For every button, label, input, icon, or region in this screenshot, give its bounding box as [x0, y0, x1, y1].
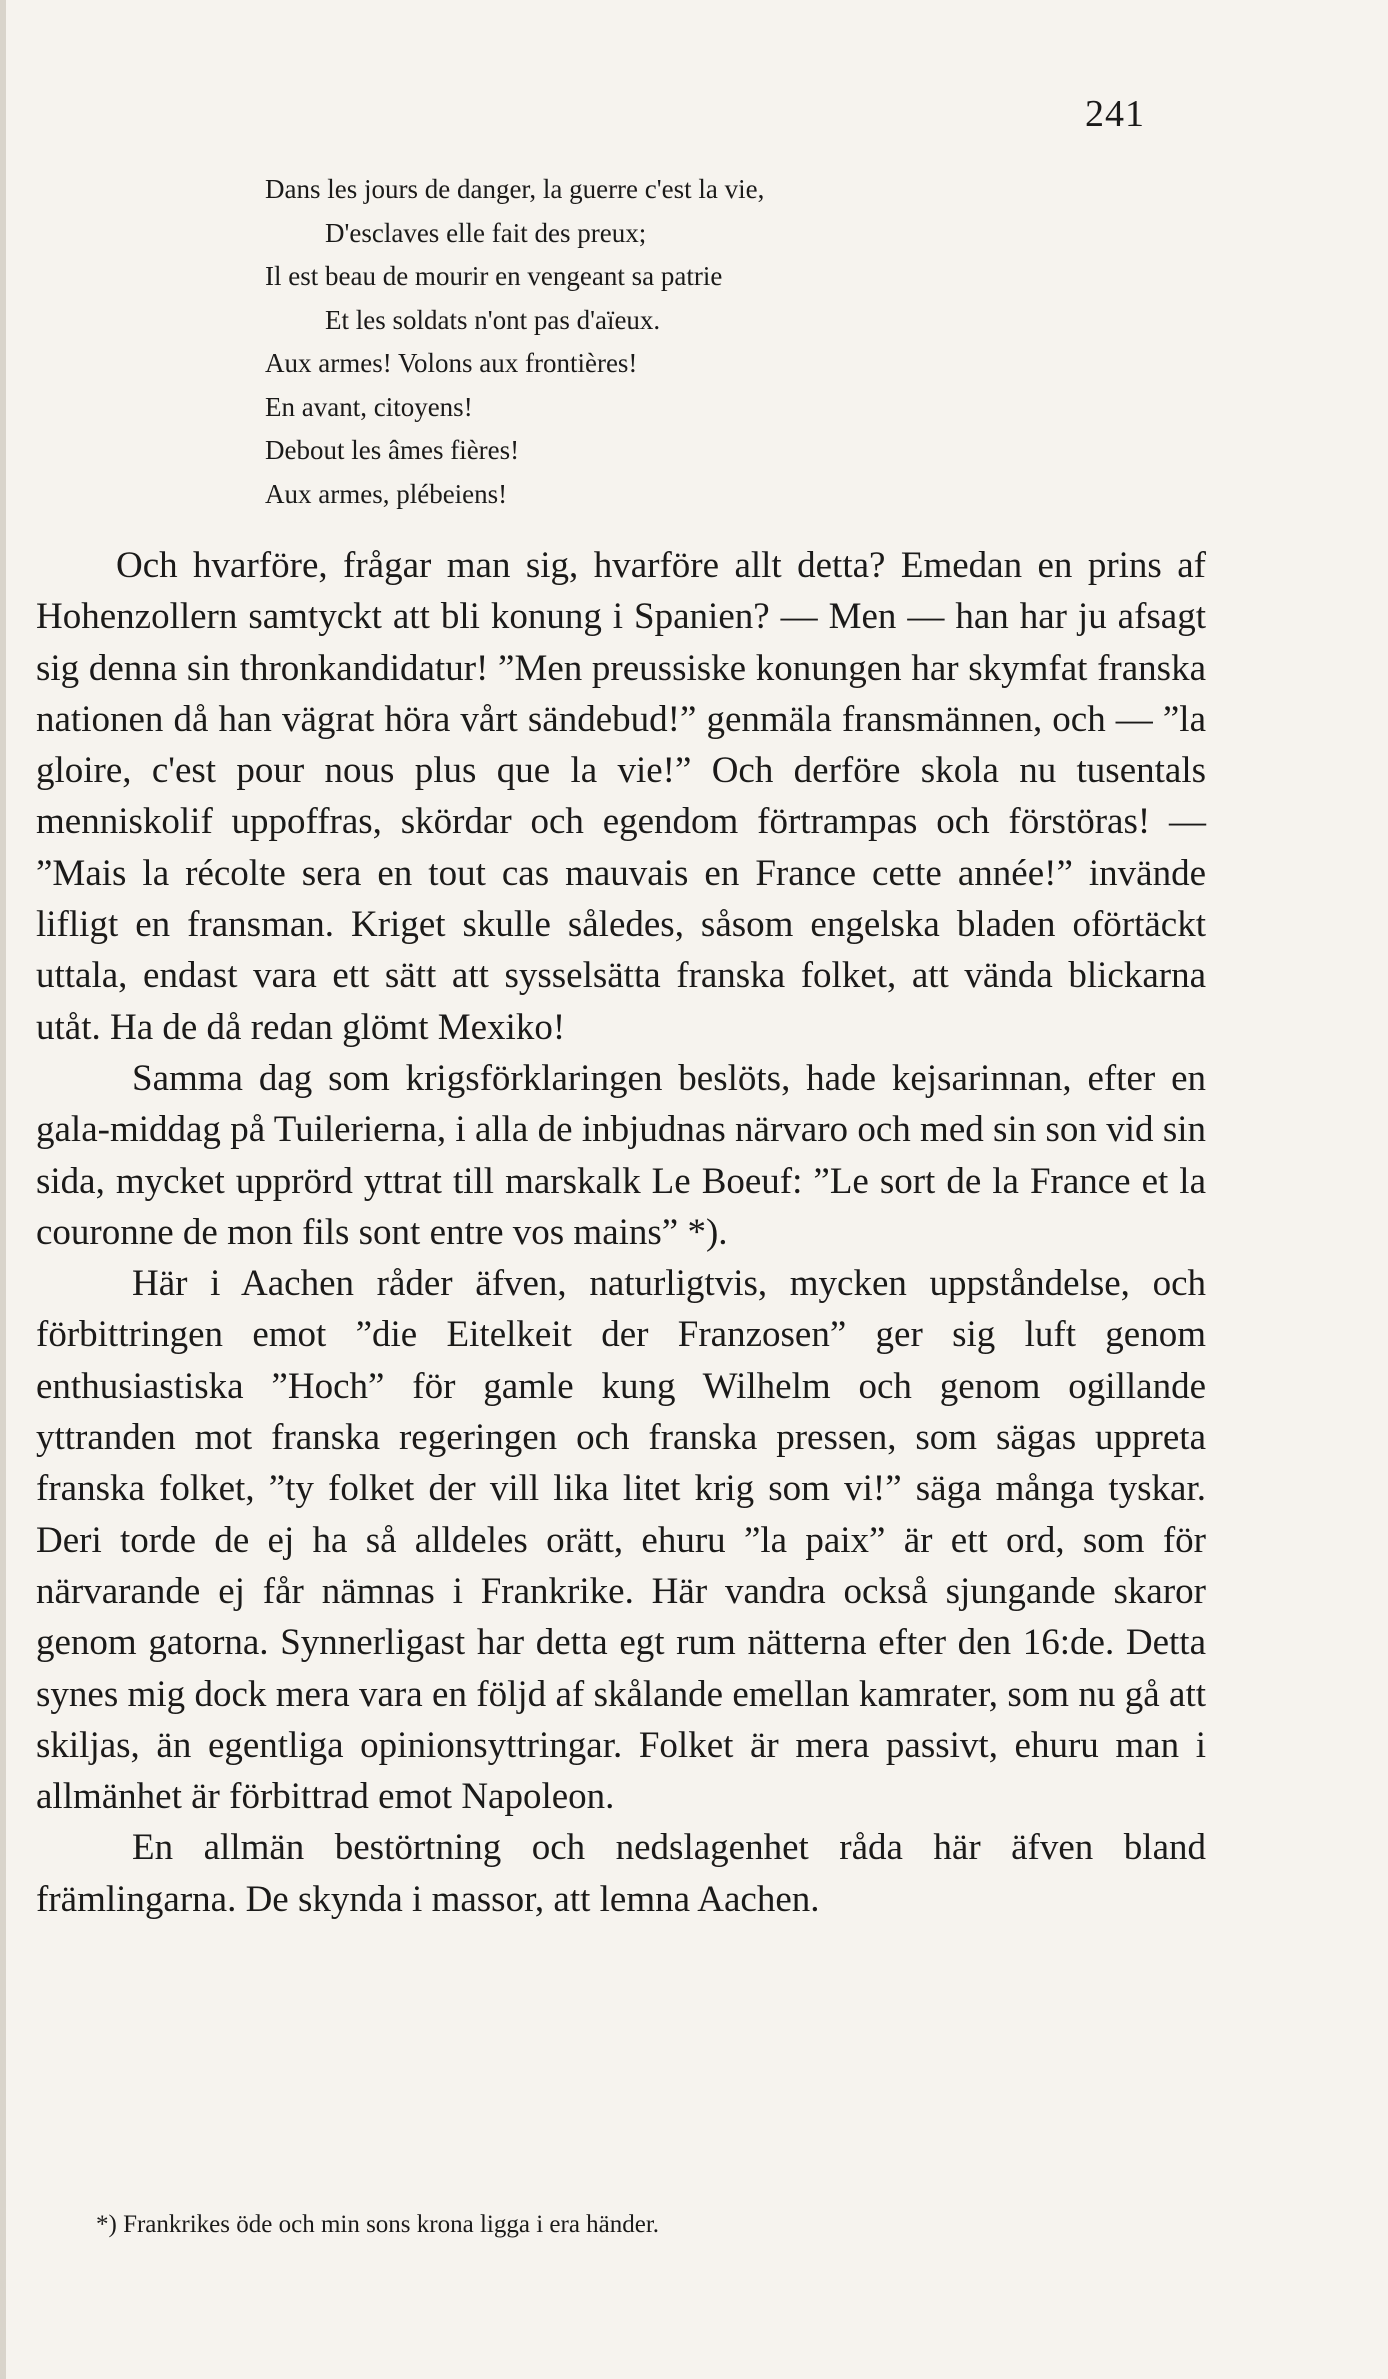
verse-line: Et les soldats n'ont pas d'aïeux.: [325, 304, 661, 335]
verse-line: Aux armes, plébeiens!: [265, 478, 508, 509]
page-number: 241: [1085, 93, 1145, 135]
verse-line: Aux armes! Volons aux frontières!: [265, 348, 638, 378]
page-edge: [0, 0, 6, 2379]
verse-line: En avant, citoyens!: [265, 391, 473, 422]
paragraph: Samma dag som krigsförklaringen beslöts, hade kejsarinnan, efter en gala-middag på Tuilerierna, i alla de inbjudnas närvaro och med sin son vid sin sida, mycket upprörd yttrat till marskalk Le Boeuf: ”Le sort de la France et la couronne de mon fils sont entre vos mains” *).: [36, 1057, 1206, 1253]
verse-block: [265, 168, 1025, 516]
paragraph: Här i Aachen råder äfven, naturligtvis, mycken uppståndelse, och förbittringen emot ”die Eitelkeit der Franzosen” ger sig luft genom enthusiastiska ”Hoch” för gamle kung Wilhelm och genom ogillande yttranden mot franska regeringen och franska pressen, som sägas uppreta franska folket, ”ty folket der vill lika litet krig som vi!” säga många tyskar. Deri torde de ej ha så alldeles orätt, ehuru ”la paix” är ett ord, som för närvarande ej får nämnas i Frankrike. Här vandra också sjungande skaror genom gatorna. Synnerligast har detta egt rum nätterna efter den 16:de. Detta synes mig dock mera vara en följd af skålande emellan kamrater, som nu gå att skiljas, än egentliga opinionsyttringar. Folket är mera passivt, ehuru man i allmänhet är förbittrad emot Napoleon.: [36, 1263, 1206, 1818]
verse-line: D'esclaves elle fait des preux;: [325, 217, 647, 248]
paragraph: En allmän bestörtning och nedslagenhet råda här äfven bland främlingarna. De skynda i massor, att lemna Aachen.: [36, 1827, 1206, 1920]
body-text: [36, 540, 1206, 1925]
verse-line: Dans les jours de danger, la guerre c'est la vie,: [265, 174, 765, 204]
footnote: *) Frankrikes öde och min sons krona ligga i era händer.: [96, 2211, 660, 2238]
verse-line: Il est beau de mourir en vengeant sa patrie: [265, 261, 723, 291]
paragraph: Och hvarföre, frågar man sig, hvarföre allt detta? Emedan en prins af Hohenzollern samtyckt att bli konung i Spanien? — Men — han har ju afsagt sig denna sin thronkandidatur! ”Men preussiske konungen har skymfat franska nationen då han vägrat höra vårt sändebud!” genmäla fransmännen, och — ”la gloire, c'est pour nous plus que la vie!” Och derföre skola nu tusentals menniskolif uppoffras, skördar och egendom förtrampas och förstöras! — ”Mais la récolte sera en tout cas mauvais en France cette année!” invände lifligt en fransman. Kriget skulle således, såsom engelska bladen oförtäckt uttala, endast vara ett sätt att sysselsätta franska folket, att vända blickarna utåt. Ha de då redan glömt Mexiko!: [36, 545, 1206, 1048]
verse-line: Debout les âmes fières!: [265, 435, 520, 465]
